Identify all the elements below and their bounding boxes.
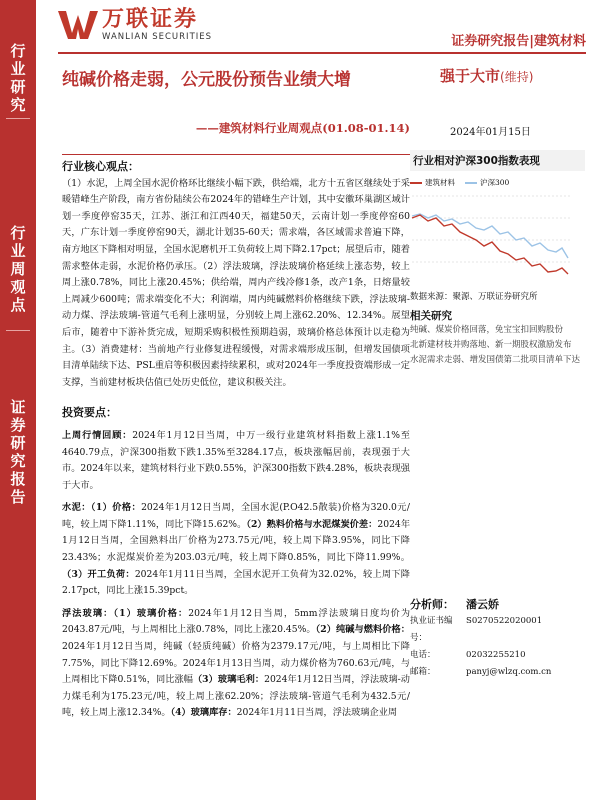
side-divider xyxy=(6,118,30,119)
company-logo xyxy=(58,8,212,42)
clinker-label: （2）熟料价格与水泥煤炭价差： xyxy=(246,518,378,530)
data-source: 数据来源：聚源、万联证券研究所 xyxy=(410,292,538,302)
glass-price-label: （1）玻璃价格： xyxy=(113,607,189,619)
analyst-block xyxy=(410,596,585,681)
related-item[interactable]: 纯碱、煤炭价格回落，免宝宝扣回购股份 xyxy=(410,325,564,335)
series-line-building xyxy=(412,215,568,274)
side-label-industry-research: 行 业 研 究 xyxy=(10,42,26,114)
analyst-phone-label: 电话： xyxy=(410,650,436,660)
market-review-text: 2024年1月12日当周，中万一级行业建筑材料指数上涨1.1%至4640.79点，沪深300指数下跌1.35%至3284.17点，板块涨幅居前，表现强于大市。2024年以来，建筑材料行业下跌0.55%，沪深300指数下跌4.28%，板块表现强于大市。 xyxy=(62,429,410,491)
cement-price-label: （1）价格： xyxy=(90,502,142,514)
legend-label: 沪深300 xyxy=(480,178,510,187)
legend-item-building xyxy=(410,177,455,188)
related-item[interactable]: 北新建材枝并购落地、新一期股权激励发布 xyxy=(410,340,572,350)
analyst-phone: 02032255210 xyxy=(466,650,526,660)
glass-label: 浮法玻璃： xyxy=(62,607,114,619)
report-date: 2024年01月15日 xyxy=(450,127,531,138)
logo-name-en: WANLIAN SECURITIES xyxy=(102,32,213,42)
core-view-heading: 行业核心观点： xyxy=(62,160,139,173)
inventory-text: 2024年1月11日当周，浮法玻璃企业周 xyxy=(236,707,398,719)
analyst-name: 潘云娇 xyxy=(466,598,499,611)
legend-item-hs300 xyxy=(465,177,509,188)
report-type: 证券研究报告|建筑材料 xyxy=(451,34,586,49)
section-divider xyxy=(62,154,410,155)
perf-chart-legend xyxy=(410,177,585,188)
margin-text: 2024年1月12日当周，浮法玻璃-动力煤毛利为175.23元/吨，较上周上涨62.20%；浮法玻璃-管道气毛利为432.5元/吨，较上周上涨12.34%。 xyxy=(62,674,410,719)
right-column xyxy=(410,150,585,368)
rating-main: 强于大市 xyxy=(440,67,501,85)
sidebar xyxy=(0,0,36,800)
analyst-name-row xyxy=(410,596,585,613)
logo-name-cn: 万联证券 xyxy=(102,7,199,32)
report-title: 纯碱价格走弱，公元股份预告业绩大增 xyxy=(62,70,351,90)
perf-chart xyxy=(410,188,585,283)
analyst-cert: S0270522020001 xyxy=(466,616,543,626)
related-heading: 相关研究 xyxy=(410,310,452,322)
analyst-name-label: 分析师： xyxy=(410,598,454,611)
header-divider xyxy=(58,52,586,54)
clinker-text: 2024年1月12日当周，全国熟料出厂价格为273.75元/吨，较上周下降3.95%，同比下降23.43%；水泥煤炭价差为203.03元/吨，较上周下降0.85%，同比下降11.99%。 xyxy=(62,518,411,564)
analyst-cert-row xyxy=(410,613,585,647)
analyst-email[interactable]: panyj@wlzq.com.cn xyxy=(466,667,552,677)
cement-label: 水泥： xyxy=(62,502,91,514)
side-label-weekly-view: 行 业 周 观 点 xyxy=(10,224,26,314)
cement-price-text: 2024年1月12日当周，全国水泥(P.O42.5散装)价格为320.0元/吨，较上周下降1.11%，同比下降15.62%。 xyxy=(62,502,411,530)
market-review xyxy=(62,428,410,494)
glass-price-text: 2024年1月12日当周，5mm浮法玻璃日度均价为2043.87元/吨，与上周相比上涨0.78%，同比上涨20.45%。 xyxy=(62,607,411,636)
market-review-label: 上周行情回顾： xyxy=(62,429,133,441)
side-divider xyxy=(6,330,30,331)
analyst-email-label: 邮箱： xyxy=(410,667,436,677)
perf-chart-heading: 行业相对沪深300指数表现 xyxy=(410,150,585,171)
glass-section xyxy=(62,606,410,722)
analyst-email-row xyxy=(410,664,585,681)
legend-swatch xyxy=(465,182,477,184)
related-list xyxy=(410,323,585,368)
cement-section xyxy=(62,500,410,600)
logo-w-icon xyxy=(58,9,98,41)
soda-text: 2024年1月12日当周，纯碱（轻质纯碱）价格为2379.17元/吨，与上周相比下降7.75%，同比下降12.69%。2024年1月13日当周，动力煤价格为760.63元/吨，与上周相比下降0.51%，同比涨幅 xyxy=(62,641,410,686)
invest-heading: 投资要点： xyxy=(62,406,117,420)
series-line-hs300 xyxy=(412,214,568,258)
related-item[interactable]: 水泥需求走弱、增发国债第二批项目清单下达 xyxy=(410,355,581,365)
core-view-text: （1）水泥，上周全国水泥价格环比继续小幅下跌，供给端，北方十五省区继续处于采暖错峰生产阶段，南方省份陆续公布2024年的错峰生产计划，其中安徽环巢湖区域计划一季度停窑35天，江苏、浙江和江西40天，福建50天，云南计划一季度停窑60天，广东计划一季度停窑90天，湖北计划35-60天；需求端，各区域需求普遍下降，南方地区下降相对明显，全国水泥磨机开工负荷较上周下降2.17pct；展望后市，随着需求整体走弱，水泥价格仍承压。（2）浮法玻璃，浮法玻璃价格延续上涨态势，较上周上涨0.78%，同比上涨20.45%；供给端，周内产线冷修1条，改产1条，日熔量较上周减少600吨；需求端变化不大；利润端，周内纯碱燃料价格继续下跌，浮法玻璃-动力煤、浮法玻璃-管道气毛利上涨明显，分别较上周上涨62.20%、12.34%。展望后市，随着中下游补货完成，短期采购积极性预期趋弱，玻璃价格总体预计以走稳为主。（3）消费建材：当前地产行业修复进程缓慢，对需求端形成压制，但增发国债项目清单陆续下达、PSL重启等积极因素持续累积，或对2024年一季度投资端形成一定支撑，当前建材板块估值已处历史低位，建议积极关注。 xyxy=(62,177,410,388)
legend-label: 建筑材料 xyxy=(425,178,455,187)
rating xyxy=(440,65,533,86)
legend-swatch xyxy=(410,182,422,184)
load-label: （3）开工负荷： xyxy=(62,568,135,580)
side-label-research-report: 证 券 研 究 报 告 xyxy=(10,398,26,506)
rating-paren: (维持) xyxy=(500,70,534,84)
analyst-phone-row xyxy=(410,647,585,664)
margin-label: （3）玻璃毛利： xyxy=(192,674,265,686)
load-text: 2024年1月11日当周，全国水泥开工负荷为32.02%，较上周下降2.17pct，同比上涨15.39pct。 xyxy=(62,568,410,597)
main-column xyxy=(62,150,410,722)
analyst-cert-label: 执业证书编号： xyxy=(410,616,453,643)
report-subtitle: ——建筑材料行业周观点(01.08-01.14) xyxy=(195,121,410,135)
inventory-label: （4）玻璃库存： xyxy=(170,707,237,719)
soda-label: （2）纯碱与燃料价格： xyxy=(315,624,410,636)
